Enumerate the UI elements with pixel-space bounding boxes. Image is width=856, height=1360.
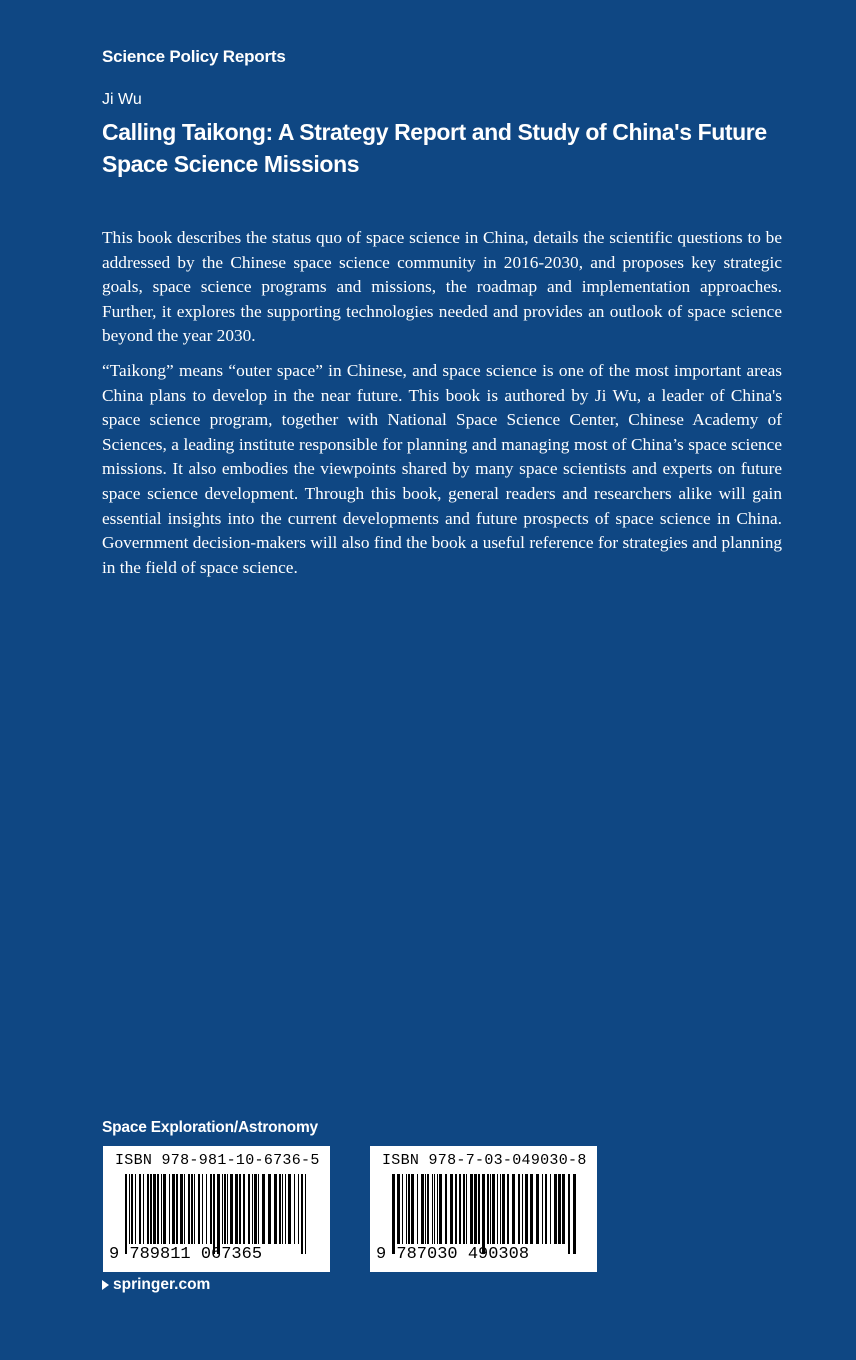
- author-name: Ji Wu: [102, 91, 142, 108]
- book-title: Calling Taikong: A Strategy Report and Study of China's Future Space Science Missions: [102, 119, 767, 177]
- series-name: Science Policy Reports: [102, 47, 286, 66]
- barcode-digits-2: 9 787030 490308: [376, 1245, 530, 1264]
- springer-link[interactable]: [102, 1276, 210, 1294]
- springer-link-label: springer.com: [113, 1276, 211, 1293]
- subject-category: Space Exploration/Astronomy: [102, 1119, 318, 1136]
- book-description: [102, 226, 782, 590]
- isbn-barcode-2: [370, 1146, 597, 1272]
- isbn-label-1: ISBN 978-981-10-6736-5: [115, 1152, 320, 1169]
- isbn-label-2: ISBN 978-7-03-049030-8: [382, 1152, 587, 1169]
- arrow-right-icon: [102, 1280, 109, 1290]
- barcode-digits-1: 9 789811 067365: [109, 1245, 263, 1264]
- description-paragraph-2: “Taikong” means “outer space” in Chinese, and space science is one of the most important areas China plans to develop in the near future. This book is authored by Ji Wu, a leader of China's space science program, together with National Space Science Center, Chinese Academy of Sciences, a leading institute responsible for planning and managing most of China’s space science missions. It also embodies the viewpoints shared by many space scientists and experts on future space science development. Through this book, general readers and researchers alike will gain essential insights into the current developments and future prospects of space science in China. Government decision-makers will also find the book a useful reference for strategies and planning in the field of space science.: [102, 360, 782, 577]
- description-paragraph-1: This book describes the status quo of space science in China, details the scientific questions to be addressed by the Chinese space science community in 2016-2030, and proposes key strategic goals, space science programs and missions, the roadmap and implementation approaches. Further, it explores the supporting technologies needed and provides an outlook of space science beyond the year 2030.: [102, 228, 782, 346]
- isbn-barcode-1: [103, 1146, 330, 1272]
